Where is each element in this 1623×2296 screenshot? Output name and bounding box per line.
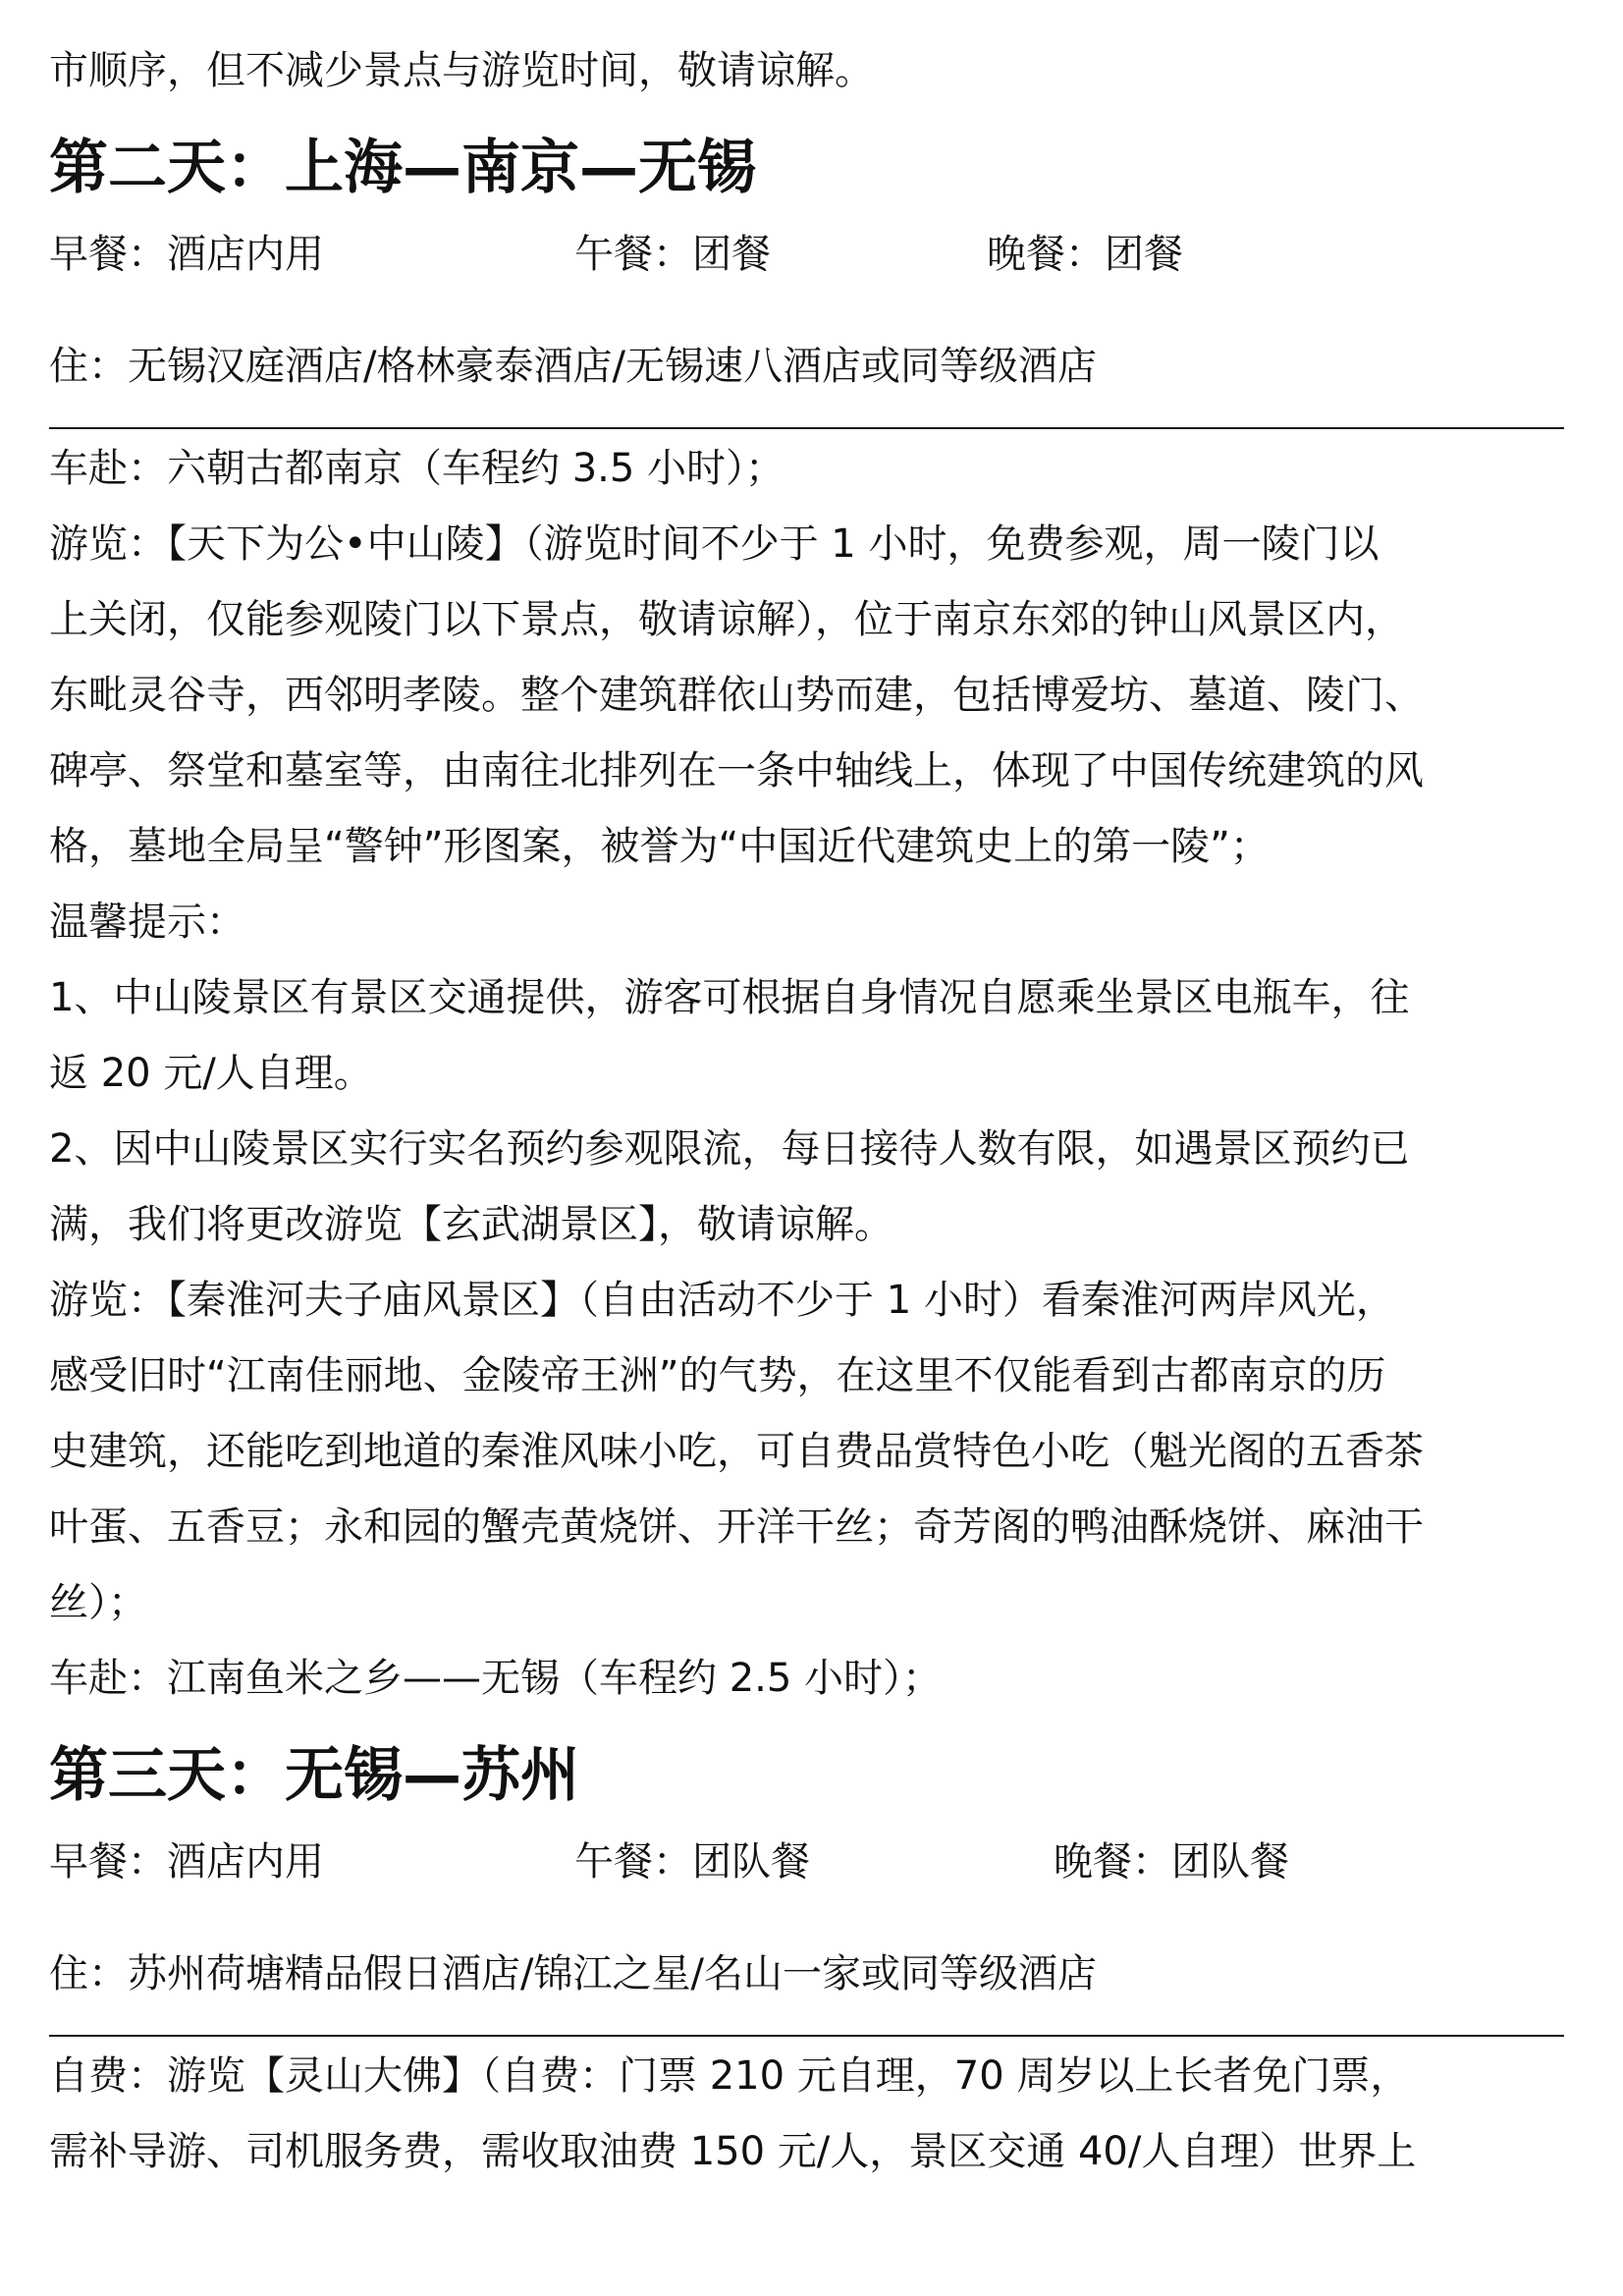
day2-meals <box>49 227 1564 282</box>
day2-line: 满，我们将更改游览【玄武湖景区】，敬请谅解。 <box>49 1202 893 1247</box>
day2-line: 车赴：江南鱼米之乡——无锡（车程约 2.5 小时）； <box>49 1656 943 1701</box>
day2-dinner: 晚餐：团餐 <box>987 232 1183 277</box>
day3-accommodation: 住：苏州荷塘精品假日酒店/锦江之星/名山一家或同等级酒店 <box>49 1951 1097 1996</box>
day2-heading: 第二天：上海—南京—无锡 <box>49 134 756 202</box>
day3-line: 需补导游、司机服务费，需收取油费 150 元/人，景区交通 40/人自理）世界上 <box>49 2129 1417 2174</box>
day2-line: 感受旧时“江南佳丽地、金陵帝王洲”的气势，在这里不仅能看到古都南京的历 <box>49 1353 1386 1398</box>
day2-line: 格，墓地全局呈“警钟”形图案，被誉为“中国近代建筑史上的第一陵”； <box>49 824 1270 869</box>
day3-lunch: 午餐：团队餐 <box>574 1839 810 1885</box>
day2-itinerary <box>49 431 1564 1717</box>
day2-line: 史建筑，还能吃到地道的秦淮风味小吃，可自费品赏特色小吃（魁光阁的五香茶 <box>49 1429 1424 1474</box>
day2-line: 东毗灵谷寺，西邻明孝陵。整个建筑群依山势而建，包括博爱坊、墓道、陵门、 <box>49 673 1424 718</box>
day2-line: 温馨提示： <box>49 900 245 945</box>
day2-divider <box>49 427 1564 429</box>
day2-accommodation: 住：无锡汉庭酒店/格林豪泰酒店/无锡速八酒店或同等级酒店 <box>49 344 1097 389</box>
day2-line: 车赴：六朝古都南京（车程约 3.5 小时）； <box>49 446 785 491</box>
day3-breakfast: 早餐：酒店内用 <box>49 1839 324 1885</box>
day2-breakfast: 早餐：酒店内用 <box>49 232 324 277</box>
day3-meals <box>49 1834 1564 1889</box>
day2-lunch: 午餐：团餐 <box>574 232 771 277</box>
day3-itinerary <box>49 2039 1564 2190</box>
day2-line: 碑亭、祭堂和墓室等，由南往北排列在一条中轴线上，体现了中国传统建筑的风 <box>49 748 1424 793</box>
continued-text: 市顺序，但不减少景点与游览时间，敬请谅解。 <box>49 48 874 93</box>
day2-line: 上关闭，仅能参观陵门以下景点，敬请谅解），位于南京东郊的钟山风景区内， <box>49 597 1404 642</box>
day2-line: 叶蛋、五香豆；永和园的蟹壳黄烧饼、开洋干丝；奇芳阁的鸭油酥烧饼、麻油干 <box>49 1504 1424 1550</box>
day2-line: 丝）； <box>49 1580 147 1625</box>
day2-line: 游览：【天下为公•中山陵】（游览时间不少于 1 小时，免费参观，周一陵门以 <box>49 521 1380 567</box>
day2-line: 返 20 元/人自理。 <box>49 1051 373 1096</box>
day2-line: 2、因中山陵景区实行实名预约参观限流，每日接待人数有限，如遇景区预约已 <box>49 1126 1410 1172</box>
day2-line: 1、中山陵景区有景区交通提供，游客可根据自身情况自愿乘坐景区电瓶车，往 <box>49 975 1410 1020</box>
day2-line: 游览：【秦淮河夫子庙风景区】（自由活动不少于 1 小时）看秦淮河两岸风光， <box>49 1278 1395 1323</box>
day3-line: 自费：游览【灵山大佛】（自费：门票 210 元自理，70 周岁以上长者免门票， <box>49 2053 1410 2099</box>
day3-heading: 第三天：无锡—苏州 <box>49 1741 579 1810</box>
day3-dinner: 晚餐：团队餐 <box>1054 1839 1289 1885</box>
day3-divider <box>49 2035 1564 2037</box>
